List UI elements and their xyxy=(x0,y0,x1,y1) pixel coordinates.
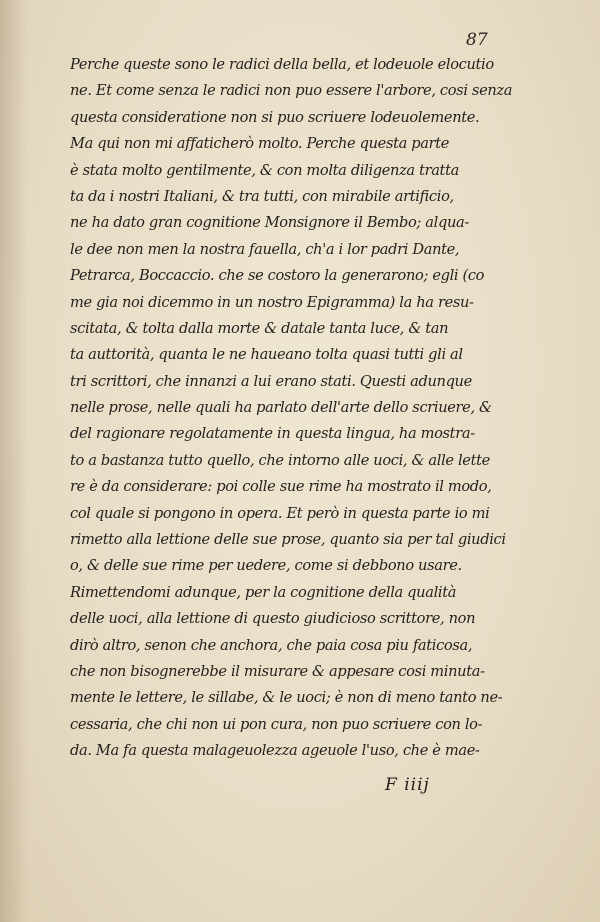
body-text xyxy=(70,52,520,765)
text-line: ne ha dato gran cognitione Monsignore il Bembo; alqua- xyxy=(70,214,469,232)
text-line: nelle prose, nelle quali ha parlato dell'arte dello scriuere, & xyxy=(70,399,492,417)
text-line: dirò altro, senon che anchora, che paia cosa piu faticosa, xyxy=(70,636,473,654)
binding-shadow xyxy=(0,0,28,922)
text-line: mente le lettere, le sillabe, & le uoci; è non di meno tanto ne- xyxy=(70,689,503,707)
text-line: ta auttorità, quanta le ne haueano tolta quasi tutti gli al xyxy=(70,346,463,364)
text-line: delle uoci, alla lettione di questo giudicioso scrittore, non xyxy=(70,610,476,628)
text-line: da. Ma fa questa malageuolezza ageuole l'uso, che è mae- xyxy=(70,742,480,760)
page-number: 87 xyxy=(466,30,488,50)
text-line: col quale si pongono in opera. Et però in questa parte io mi xyxy=(70,504,490,522)
text-line: me gia noi dicemmo in un nostro Epigramma) la ha resu- xyxy=(70,293,474,311)
text-line: rimetto alla lettione delle sue prose, quanto sia per tal giudici xyxy=(70,531,506,549)
text-line: Rimettendomi adunque, per la cognitione della qualità xyxy=(70,583,457,601)
text-line: che non bisognerebbe il misurare & appesare cosi minuta- xyxy=(70,662,485,680)
text-line: è stata molto gentilmente, & con molta diligenza tratta xyxy=(70,161,459,179)
signature-mark: F iiij xyxy=(385,775,430,795)
text-line: o, & delle sue rime per uedere, come si debbono usare. xyxy=(70,557,462,575)
text-line: Petrarca, Boccaccio. che se costoro la generarono; egli (co xyxy=(70,267,485,285)
text-line: Perche queste sono le radici della bella, et lodeuole elocutio xyxy=(70,56,494,73)
text-line: re è da considerare: poi colle sue rime ha mostrato il modo, xyxy=(70,478,492,496)
text-line: Ma qui non mi affaticherò molto. Perche questa parte xyxy=(70,135,450,153)
text-line: questa consideratione non si puo scriuere lodeuolemente. xyxy=(70,108,480,126)
text-line: tri scrittori, che innanzi a lui erano stati. Questi adunque xyxy=(70,372,472,390)
text-line: le dee non men la nostra fauella, ch'a i lor padri Dante, xyxy=(70,240,460,258)
text-line: ta da i nostri Italiani, & tra tutti, con mirabile artificio, xyxy=(70,187,454,205)
text-line: scitata, & tolta dalla morte & datale tanta luce, & tan xyxy=(70,319,449,337)
text-line: to a bastanza tutto quello, che intorno alle uoci, & alle lette xyxy=(70,451,490,469)
text-line: del ragionare regolatamente in questa lingua, ha mostra- xyxy=(70,425,475,443)
text-line: cessaria, che chi non ui pon cura, non puo scriuere con lo- xyxy=(70,715,483,733)
text-line: ne. Et come senza le radici non puo essere l'arbore, cosi senza xyxy=(70,82,513,100)
